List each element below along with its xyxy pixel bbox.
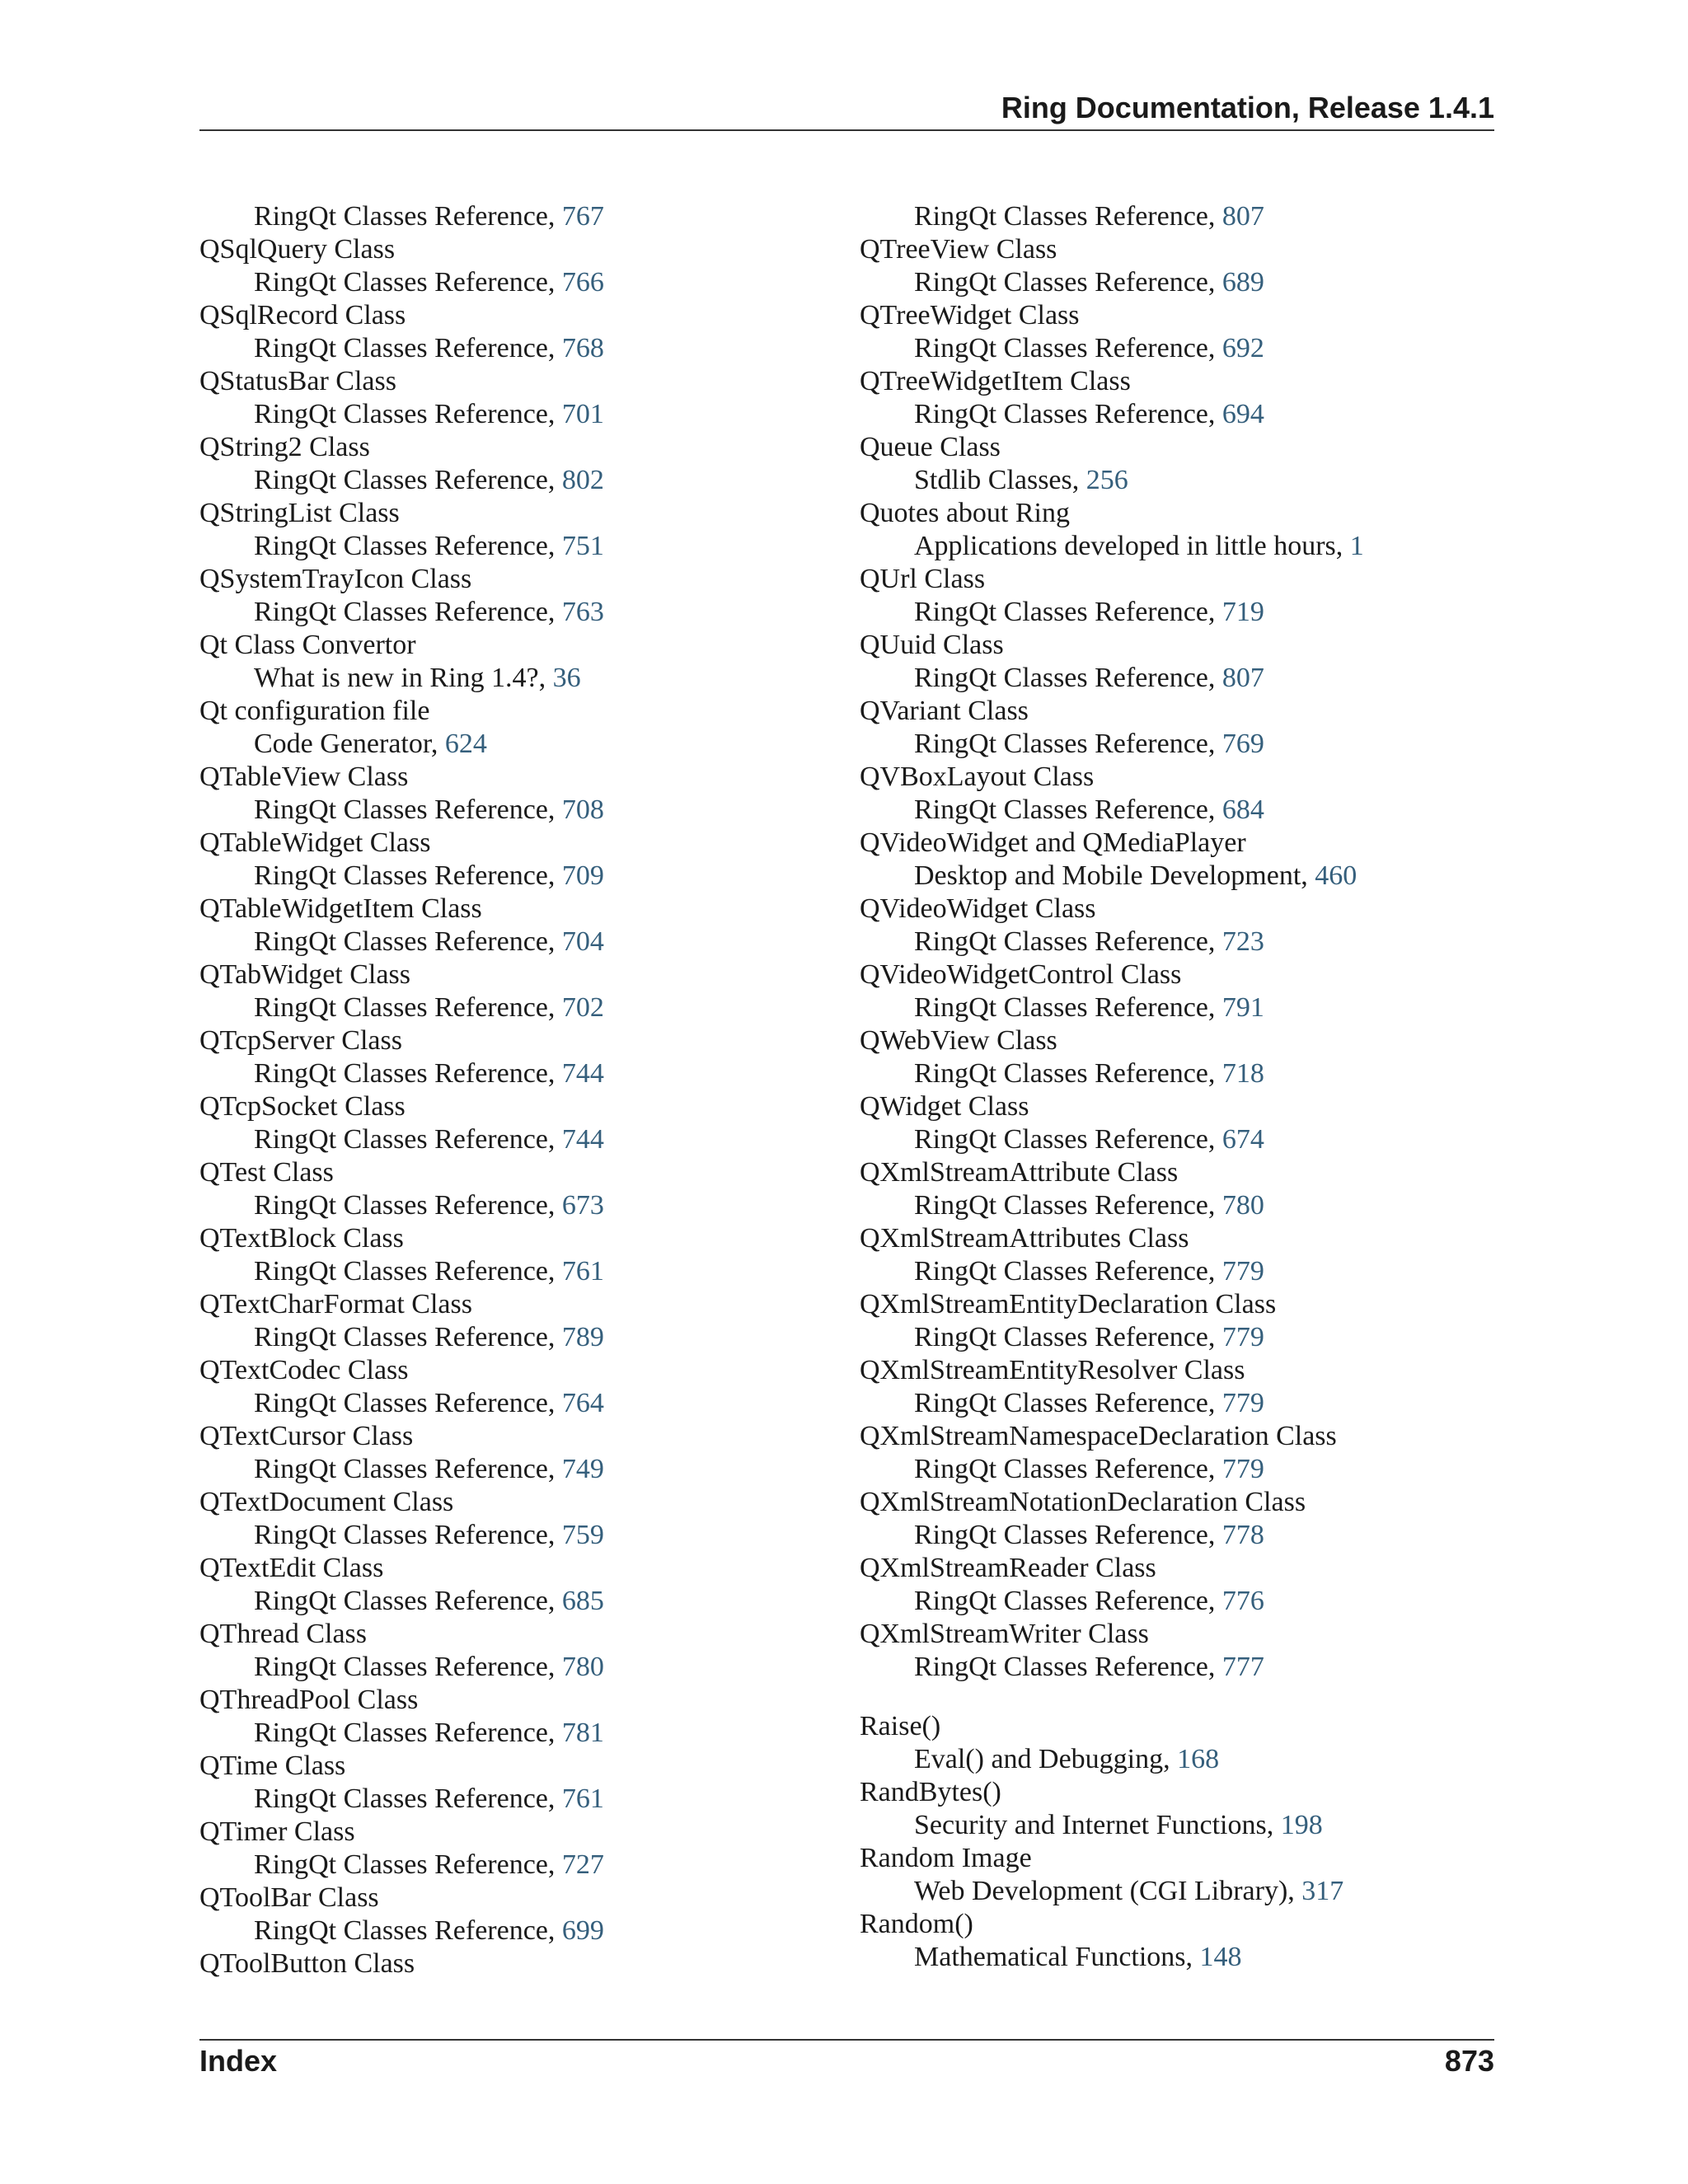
entry-label: QXmlStreamAttribute Class [860,1157,1179,1188]
index-entry [199,1156,826,1189]
subentry-label: RingQt Classes Reference, [254,1586,562,1616]
subentry-label: RingQt Classes Reference, [914,1124,1222,1155]
index-entry [860,299,1503,332]
entry-label: QThreadPool Class [199,1685,419,1715]
subentry-label: RingQt Classes Reference, [914,1454,1222,1484]
entry-label: QXmlStreamEntityDeclaration Class [860,1289,1277,1319]
page-link[interactable]: 674 [1221,1124,1264,1155]
index-subentry [860,1255,1503,1288]
subentry-label: RingQt Classes Reference, [914,267,1222,298]
entry-label: Quotes about Ring [860,498,1070,528]
entry-label: QSystemTrayIcon Class [199,564,472,594]
index-entry [860,1420,1503,1453]
subentry-label: RingQt Classes Reference, [254,1849,562,1880]
footer-rule [199,2039,1494,2041]
index-entry [199,1750,826,1783]
index-entry [860,827,1503,860]
entry-label: QTextCodec Class [199,1355,409,1385]
index-subentry [199,1255,826,1288]
index-subentry [199,728,826,761]
entry-label: QStringList Class [199,498,400,528]
index-subentry [860,1651,1503,1684]
entry-label: QVideoWidget Class [860,893,1096,924]
page-link[interactable]: 744 [561,1058,604,1089]
page-link[interactable]: 701 [561,399,604,429]
index-subentry [199,596,826,629]
header-rule [199,129,1494,131]
index-entry [860,1222,1503,1255]
page-link[interactable]: 685 [561,1586,604,1616]
index-entry [199,695,826,728]
page-link[interactable]: 684 [1221,794,1264,825]
entry-label: QUrl Class [860,564,986,594]
entry-label: QTreeWidgetItem Class [860,366,1131,396]
index-entry [199,1618,826,1651]
subentry-label: RingQt Classes Reference, [914,201,1222,232]
index-subentry [199,200,826,233]
subentry-label: RingQt Classes Reference, [254,926,562,957]
page-link[interactable]: 624 [444,729,487,759]
index-subentry [860,991,1503,1024]
entry-label: QTextCharFormat Class [199,1289,472,1319]
index-entry [199,1486,826,1519]
index-subentry [860,860,1503,893]
page-link[interactable]: 692 [1221,333,1264,363]
index-entry [860,233,1503,266]
index-entry [199,563,826,596]
letter-group-gap [860,1684,1503,1710]
entry-label: QSqlQuery Class [199,234,396,265]
subentry-label: Mathematical Functions, [914,1942,1200,1972]
index-subentry [199,1057,826,1090]
index-subentry [199,1321,826,1354]
page-link[interactable]: 317 [1301,1876,1344,1906]
subentry-label: Security and Internet Functions, [914,1810,1281,1840]
index-subentry [860,1519,1503,1552]
entry-label: QTabWidget Class [199,959,410,990]
entry-label: QTime Class [199,1750,346,1781]
page-link[interactable]: 673 [561,1190,604,1221]
index-column-left [199,200,826,1980]
index-entry [860,1908,1503,1941]
index-subentry [199,1783,826,1816]
entry-label: QTextBlock Class [199,1223,404,1254]
index-subentry [860,1057,1503,1090]
page-link[interactable]: 759 [561,1520,604,1550]
subentry-label: RingQt Classes Reference, [914,1388,1222,1418]
entry-label: QWidget Class [860,1091,1029,1122]
index-entry [860,365,1503,398]
subentry-label: RingQt Classes Reference, [254,794,562,825]
subentry-label: RingQt Classes Reference, [914,1256,1222,1286]
index-entry [860,958,1503,991]
index-subentry [199,1387,826,1420]
index-entry [199,1024,826,1057]
page-link[interactable]: 699 [561,1915,604,1946]
page-link[interactable]: 460 [1315,860,1357,891]
entry-label: QTimer Class [199,1816,355,1847]
subentry-label: RingQt Classes Reference, [914,1322,1222,1352]
page-link[interactable]: 198 [1280,1810,1323,1840]
index-subentry [199,1651,826,1684]
page-link[interactable]: 727 [561,1849,604,1880]
subentry-label: RingQt Classes Reference, [914,729,1222,759]
page-link[interactable]: 1 [1349,531,1364,561]
subentry-label: Eval() and Debugging, [914,1744,1178,1774]
page-link[interactable]: 766 [561,267,604,298]
index-subentry [199,1849,826,1882]
subentry-label: RingQt Classes Reference, [914,399,1222,429]
subentry-label: Applications developed in little hours, [914,531,1350,561]
page-link[interactable]: 769 [1221,729,1264,759]
index-subentry [860,200,1503,233]
subentry-label: RingQt Classes Reference, [914,992,1222,1023]
index-subentry [199,464,826,497]
index-entry [199,497,826,530]
entry-label: RandBytes() [860,1777,1001,1807]
index-subentry [199,794,826,827]
page-link[interactable]: 708 [561,794,604,825]
page-link[interactable]: 781 [561,1718,604,1748]
entry-label: QWebView Class [860,1025,1057,1056]
subentry-label: RingQt Classes Reference, [254,1388,562,1418]
index-subentry [199,1915,826,1947]
index-entry [199,365,826,398]
index-entry [199,1947,826,1980]
subentry-label: RingQt Classes Reference, [254,1124,562,1155]
subentry-label: RingQt Classes Reference, [254,1915,562,1946]
index-entry [860,761,1503,794]
index-subentry [199,662,826,695]
page-link[interactable]: 802 [561,465,604,495]
index-subentry [860,926,1503,958]
subentry-label: RingQt Classes Reference, [914,1520,1222,1550]
page-link[interactable]: 719 [1221,597,1264,627]
index-entry [860,1024,1503,1057]
subentry-label: Web Development (CGI Library), [914,1876,1302,1906]
subentry-label: RingQt Classes Reference, [254,860,562,891]
index-entry [199,893,826,926]
page-link[interactable]: 704 [561,926,604,957]
index-entry [860,1288,1503,1321]
index-entry [199,1882,826,1915]
index-subentry [860,530,1503,563]
page-link[interactable]: 749 [561,1454,604,1484]
page-link[interactable]: 779 [1221,1322,1264,1352]
subentry-label: Stdlib Classes, [914,465,1086,495]
page-link[interactable]: 763 [561,597,604,627]
index-subentry [199,530,826,563]
index-entry [199,761,826,794]
index-entry [199,1816,826,1849]
entry-label: QVariant Class [860,696,1029,726]
entry-label: QXmlStreamAttributes Class [860,1223,1189,1254]
entry-label: QTcpSocket Class [199,1091,406,1122]
index-subentry [199,1453,826,1486]
page-link[interactable]: 723 [1221,926,1264,957]
page-link[interactable]: 761 [561,1256,604,1286]
index-entry [860,1618,1503,1651]
page-link[interactable]: 768 [561,333,604,363]
index-subentry [199,1189,826,1222]
entry-label: QXmlStreamReader Class [860,1553,1156,1583]
subentry-label: RingQt Classes Reference, [254,1783,562,1814]
page-link[interactable]: 702 [561,992,604,1023]
subentry-label: RingQt Classes Reference, [914,333,1222,363]
index-entry [860,497,1503,530]
subentry-label: RingQt Classes Reference, [914,1058,1222,1089]
entry-label: QTcpServer Class [199,1025,402,1056]
index-subentry [199,991,826,1024]
index-entry [860,629,1503,662]
entry-label: QXmlStreamEntityResolver Class [860,1355,1245,1385]
index-entry [199,1222,826,1255]
entry-label: QThread Class [199,1619,368,1649]
page-link[interactable]: 780 [1221,1190,1264,1221]
index-subentry [860,398,1503,431]
index-entry [860,1552,1503,1585]
subentry-label: Code Generator, [254,729,445,759]
page-link[interactable]: 779 [1221,1454,1264,1484]
index-entry [860,563,1503,596]
subentry-label: RingQt Classes Reference, [914,597,1222,627]
subentry-label: RingQt Classes Reference, [254,1520,562,1550]
page-link[interactable]: 764 [561,1388,604,1418]
entry-label: Raise() [860,1711,941,1741]
subentry-label: RingQt Classes Reference, [254,333,562,363]
index-subentry [199,332,826,365]
entry-label: QXmlStreamNamespaceDeclaration Class [860,1421,1337,1451]
page-link[interactable]: 751 [561,531,604,561]
index-entry [199,1552,826,1585]
entry-label: QVideoWidgetControl Class [860,959,1182,990]
entry-label: QVideoWidget and QMediaPlayer [860,827,1246,858]
index-subentry [860,1123,1503,1156]
page-link[interactable]: 256 [1085,465,1128,495]
entry-label: QTreeWidget Class [860,300,1080,330]
entry-label: QVBoxLayout Class [860,762,1095,792]
index-entry [199,958,826,991]
page-link[interactable]: 761 [561,1783,604,1814]
index-entry [199,431,826,464]
page-link[interactable]: 789 [561,1322,604,1352]
entry-label: QTextCursor Class [199,1421,414,1451]
entry-label: Random() [860,1909,973,1939]
index-subentry [860,794,1503,827]
entry-label: Queue Class [860,432,1001,462]
index-entry [860,431,1503,464]
page-link[interactable]: 776 [1221,1586,1264,1616]
subentry-label: RingQt Classes Reference, [914,1652,1222,1682]
entry-label: QXmlStreamWriter Class [860,1619,1149,1649]
index-subentry [860,266,1503,299]
index-entry [199,1354,826,1387]
entry-label: QTextEdit Class [199,1553,384,1583]
entry-label: QTextDocument Class [199,1487,454,1517]
page-link[interactable]: 689 [1221,267,1264,298]
index-subentry [860,1743,1503,1776]
entry-label: QTest Class [199,1157,334,1188]
subentry-label: RingQt Classes Reference, [254,267,562,298]
page-link[interactable]: 767 [561,201,604,232]
entry-label: QStatusBar Class [199,366,396,396]
entry-label: QTableWidget Class [199,827,431,858]
entry-label: QTableWidgetItem Class [199,893,482,924]
page-link[interactable]: 807 [1221,663,1264,693]
index-subentry [860,1585,1503,1618]
subentry-label: RingQt Classes Reference, [254,201,562,232]
subentry-label: RingQt Classes Reference, [254,1322,562,1352]
page-link[interactable]: 694 [1221,399,1264,429]
index-subentry [860,728,1503,761]
page-link[interactable]: 168 [1177,1744,1220,1774]
index-entry [860,695,1503,728]
subentry-label: RingQt Classes Reference, [914,1190,1222,1221]
page-header-title: Ring Documentation, Release 1.4.1 [1001,91,1494,124]
subentry-label: RingQt Classes Reference, [254,597,562,627]
entry-label: Random Image [860,1843,1032,1873]
page-link[interactable]: 780 [561,1652,604,1682]
index-entry [860,893,1503,926]
page-link[interactable]: 791 [1221,992,1264,1023]
index-subentry [199,398,826,431]
index-entry [199,827,826,860]
entry-label: QTreeView Class [860,234,1057,265]
index-subentry [860,662,1503,695]
index-subentry [199,926,826,958]
page-link[interactable]: 777 [1221,1652,1264,1682]
entry-label: QUuid Class [860,630,1004,660]
index-subentry [860,1387,1503,1420]
index-subentry [860,596,1503,629]
index-entry [199,233,826,266]
entry-label: QToolBar Class [199,1882,379,1913]
index-subentry [199,1585,826,1618]
index-entry [199,299,826,332]
page-link[interactable]: 36 [552,663,581,693]
index-subentry [199,1717,826,1750]
subentry-label: RingQt Classes Reference, [254,1058,562,1089]
index-entry [860,1776,1503,1809]
index-entry [199,1288,826,1321]
subentry-label: RingQt Classes Reference, [254,1652,562,1682]
subentry-label: What is new in Ring 1.4?, [254,663,553,693]
index-subentry [860,1941,1503,1974]
subentry-label: RingQt Classes Reference, [254,399,562,429]
subentry-label: RingQt Classes Reference, [254,1190,562,1221]
page-link[interactable]: 779 [1221,1388,1264,1418]
index-entry [860,1842,1503,1875]
subentry-label: RingQt Classes Reference, [254,1256,562,1286]
index-column-right [860,200,1503,1974]
index-subentry [860,1875,1503,1908]
page-link[interactable]: 807 [1221,201,1264,232]
subentry-label: RingQt Classes Reference, [914,794,1222,825]
entry-label: QSqlRecord Class [199,300,406,330]
index-subentry [199,1123,826,1156]
index-entry [199,1420,826,1453]
index-subentry [199,1519,826,1552]
entry-label: QString2 Class [199,432,370,462]
index-subentry [860,332,1503,365]
index-entry [860,1156,1503,1189]
page-link[interactable]: 779 [1221,1256,1264,1286]
footer-page-number: 873 [1444,2044,1494,2078]
subentry-label: RingQt Classes Reference, [254,992,562,1023]
entry-label: QToolButton Class [199,1948,415,1979]
subentry-label: RingQt Classes Reference, [254,465,562,495]
index-entry [860,1354,1503,1387]
index-entry [860,1486,1503,1519]
page-link[interactable]: 718 [1221,1058,1264,1089]
subentry-label: RingQt Classes Reference, [914,1586,1222,1616]
page-link[interactable]: 148 [1199,1942,1242,1972]
entry-label: Qt configuration file [199,696,430,726]
subentry-label: RingQt Classes Reference, [914,926,1222,957]
index-subentry [860,1321,1503,1354]
index-subentry [199,266,826,299]
entry-label: Qt Class Convertor [199,630,416,660]
index-subentry [860,1189,1503,1222]
index-subentry [860,1453,1503,1486]
index-entry [199,629,826,662]
subentry-label: Desktop and Mobile Development, [914,860,1315,891]
index-entry [199,1684,826,1717]
footer-section-label: Index [199,2044,278,2078]
page-link[interactable]: 744 [561,1124,604,1155]
index-subentry [860,464,1503,497]
subentry-label: RingQt Classes Reference, [254,1454,562,1484]
entry-label: QTableView Class [199,762,409,792]
index-subentry [199,860,826,893]
index-entry [860,1090,1503,1123]
entry-label: QXmlStreamNotationDeclaration Class [860,1487,1306,1517]
subentry-label: RingQt Classes Reference, [254,1718,562,1748]
index-subentry [860,1809,1503,1842]
subentry-label: RingQt Classes Reference, [914,663,1222,693]
page-link[interactable]: 778 [1221,1520,1264,1550]
subentry-label: RingQt Classes Reference, [254,531,562,561]
index-entry [860,1710,1503,1743]
index-entry [199,1090,826,1123]
page-link[interactable]: 709 [561,860,604,891]
